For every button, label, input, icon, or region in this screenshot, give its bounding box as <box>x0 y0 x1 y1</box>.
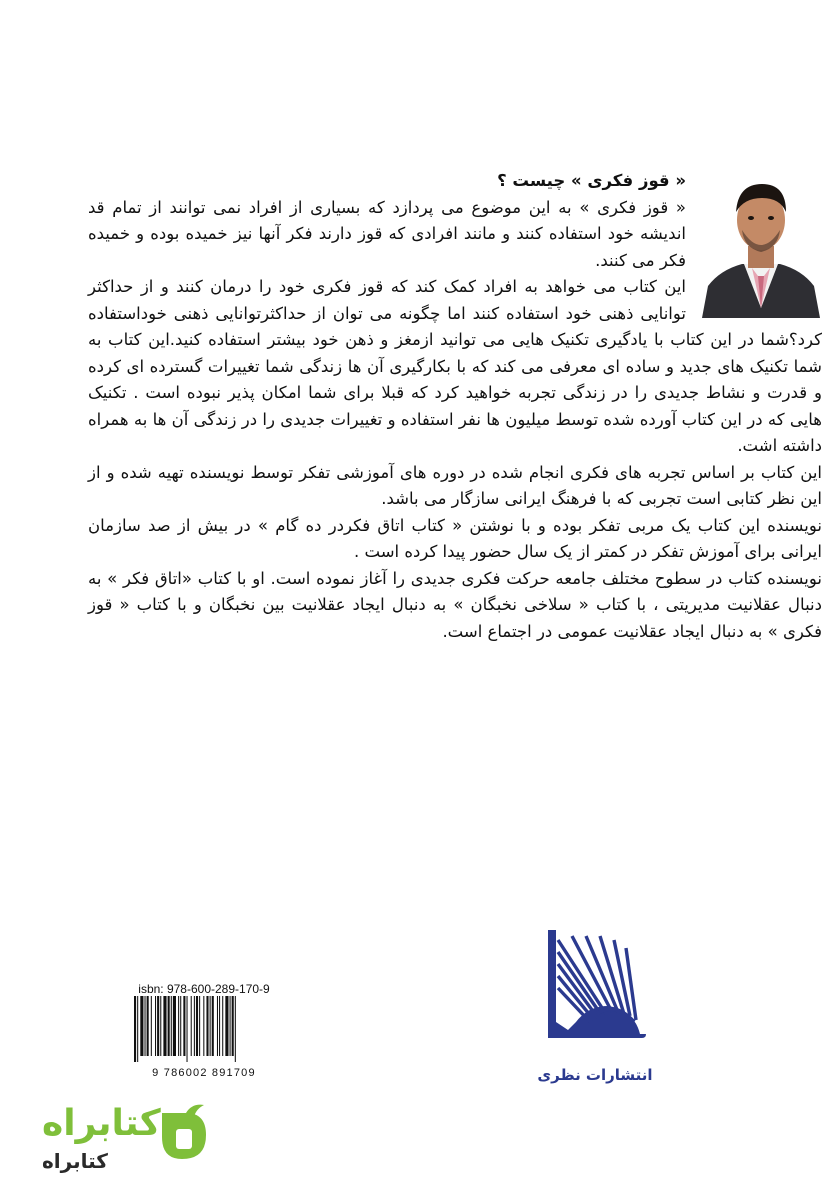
watermark-text-small: کتابراه <box>42 1149 108 1173</box>
question-title: « قوز فکری » چیست ؟ <box>497 171 686 190</box>
publisher-name: انتشارات نظری <box>537 1066 653 1084</box>
barcode-digits: 9 786002 891709 <box>152 1067 256 1079</box>
isbn-label: isbn: 978-600-289-170-9 <box>138 982 270 996</box>
isbn-barcode <box>132 982 276 1079</box>
author-photo <box>700 168 822 318</box>
publisher-logo-icon <box>528 926 662 1058</box>
barcode-bars <box>132 996 276 1062</box>
publisher-block <box>528 926 662 1084</box>
paragraph: نویسنده این کتاب یک مربی تفکر بوده و با نوشتن « کتاب اتاق فکردر ده گام » در بیش از صد سازمان ایرانی برای آموزش تفکر در کمتر از یک سال حضور پیدا کرده است . <box>88 515 822 561</box>
ketabrah-logo-icon <box>156 1103 216 1165</box>
paragraph: این کتاب می خواهد به افراد کمک کند که قوز فکری خود را درمان کنند و از حداکثر توانایی ذهنی خود استفاده کنند اما چگونه می توان از حداکثرتوانایی ذهنی خوداستفاده کرد؟شما در این کتاب با یادگیری تکنیک هایی می توانید ازمغز و ذهن خود بیشتر استفاده کنید.این کتاب به شما تکنیک های جدید و ساده ای معرفی می کند که با بکارگیری آن ها زندگی شما تغییرات گسترده ای کرده و قدرت و نشاط جدیدی را در زندگی تجربه خواهید کرد که قبلا برای شما امکان پذیر نبوده است . تکنیک هایی که در این کتاب آورده شده توسط میلیون ها نفر استفاده و تغییرات جدیدی را در زندگی آن ها به همراه داشته اشت. <box>88 277 822 455</box>
paragraph: « قوز فکری » به این موضوع می پردازد که بسیاری از افراد نمی توانند از تمام قد اندیشه خود استفاده کنند و مانند افرادی که قوز دارند فکر آنها نیز خمیده بوده و خمیده فکر می کنند. <box>88 197 686 270</box>
description-text <box>88 168 822 645</box>
ketabrah-watermark <box>36 1095 216 1190</box>
watermark-text: کتابراه <box>42 1103 161 1144</box>
paragraph: نویسنده کتاب در سطوح مختلف جامعه حرکت فکری جدیدی را آغاز نموده است. او با کتاب «اتاق فکر » به دنبال عقلانیت مدیریتی ، با کتاب « سلاخی نخبگان » به دنبال ایجاد عقلانیت بین نخبگان و با کتاب « قوز فکری » به دنبال ایجاد عقلانیت عمومی در اجتماع است. <box>88 568 822 641</box>
paragraph: این کتاب بر اساس تجربه های فکری انجام شده در دوره های آموزشی تفکر توسط نویسنده تهیه شده و از این نظر کتابی است تجربی که با فرهنگ ایرانی سازگار می باشد. <box>88 462 822 508</box>
